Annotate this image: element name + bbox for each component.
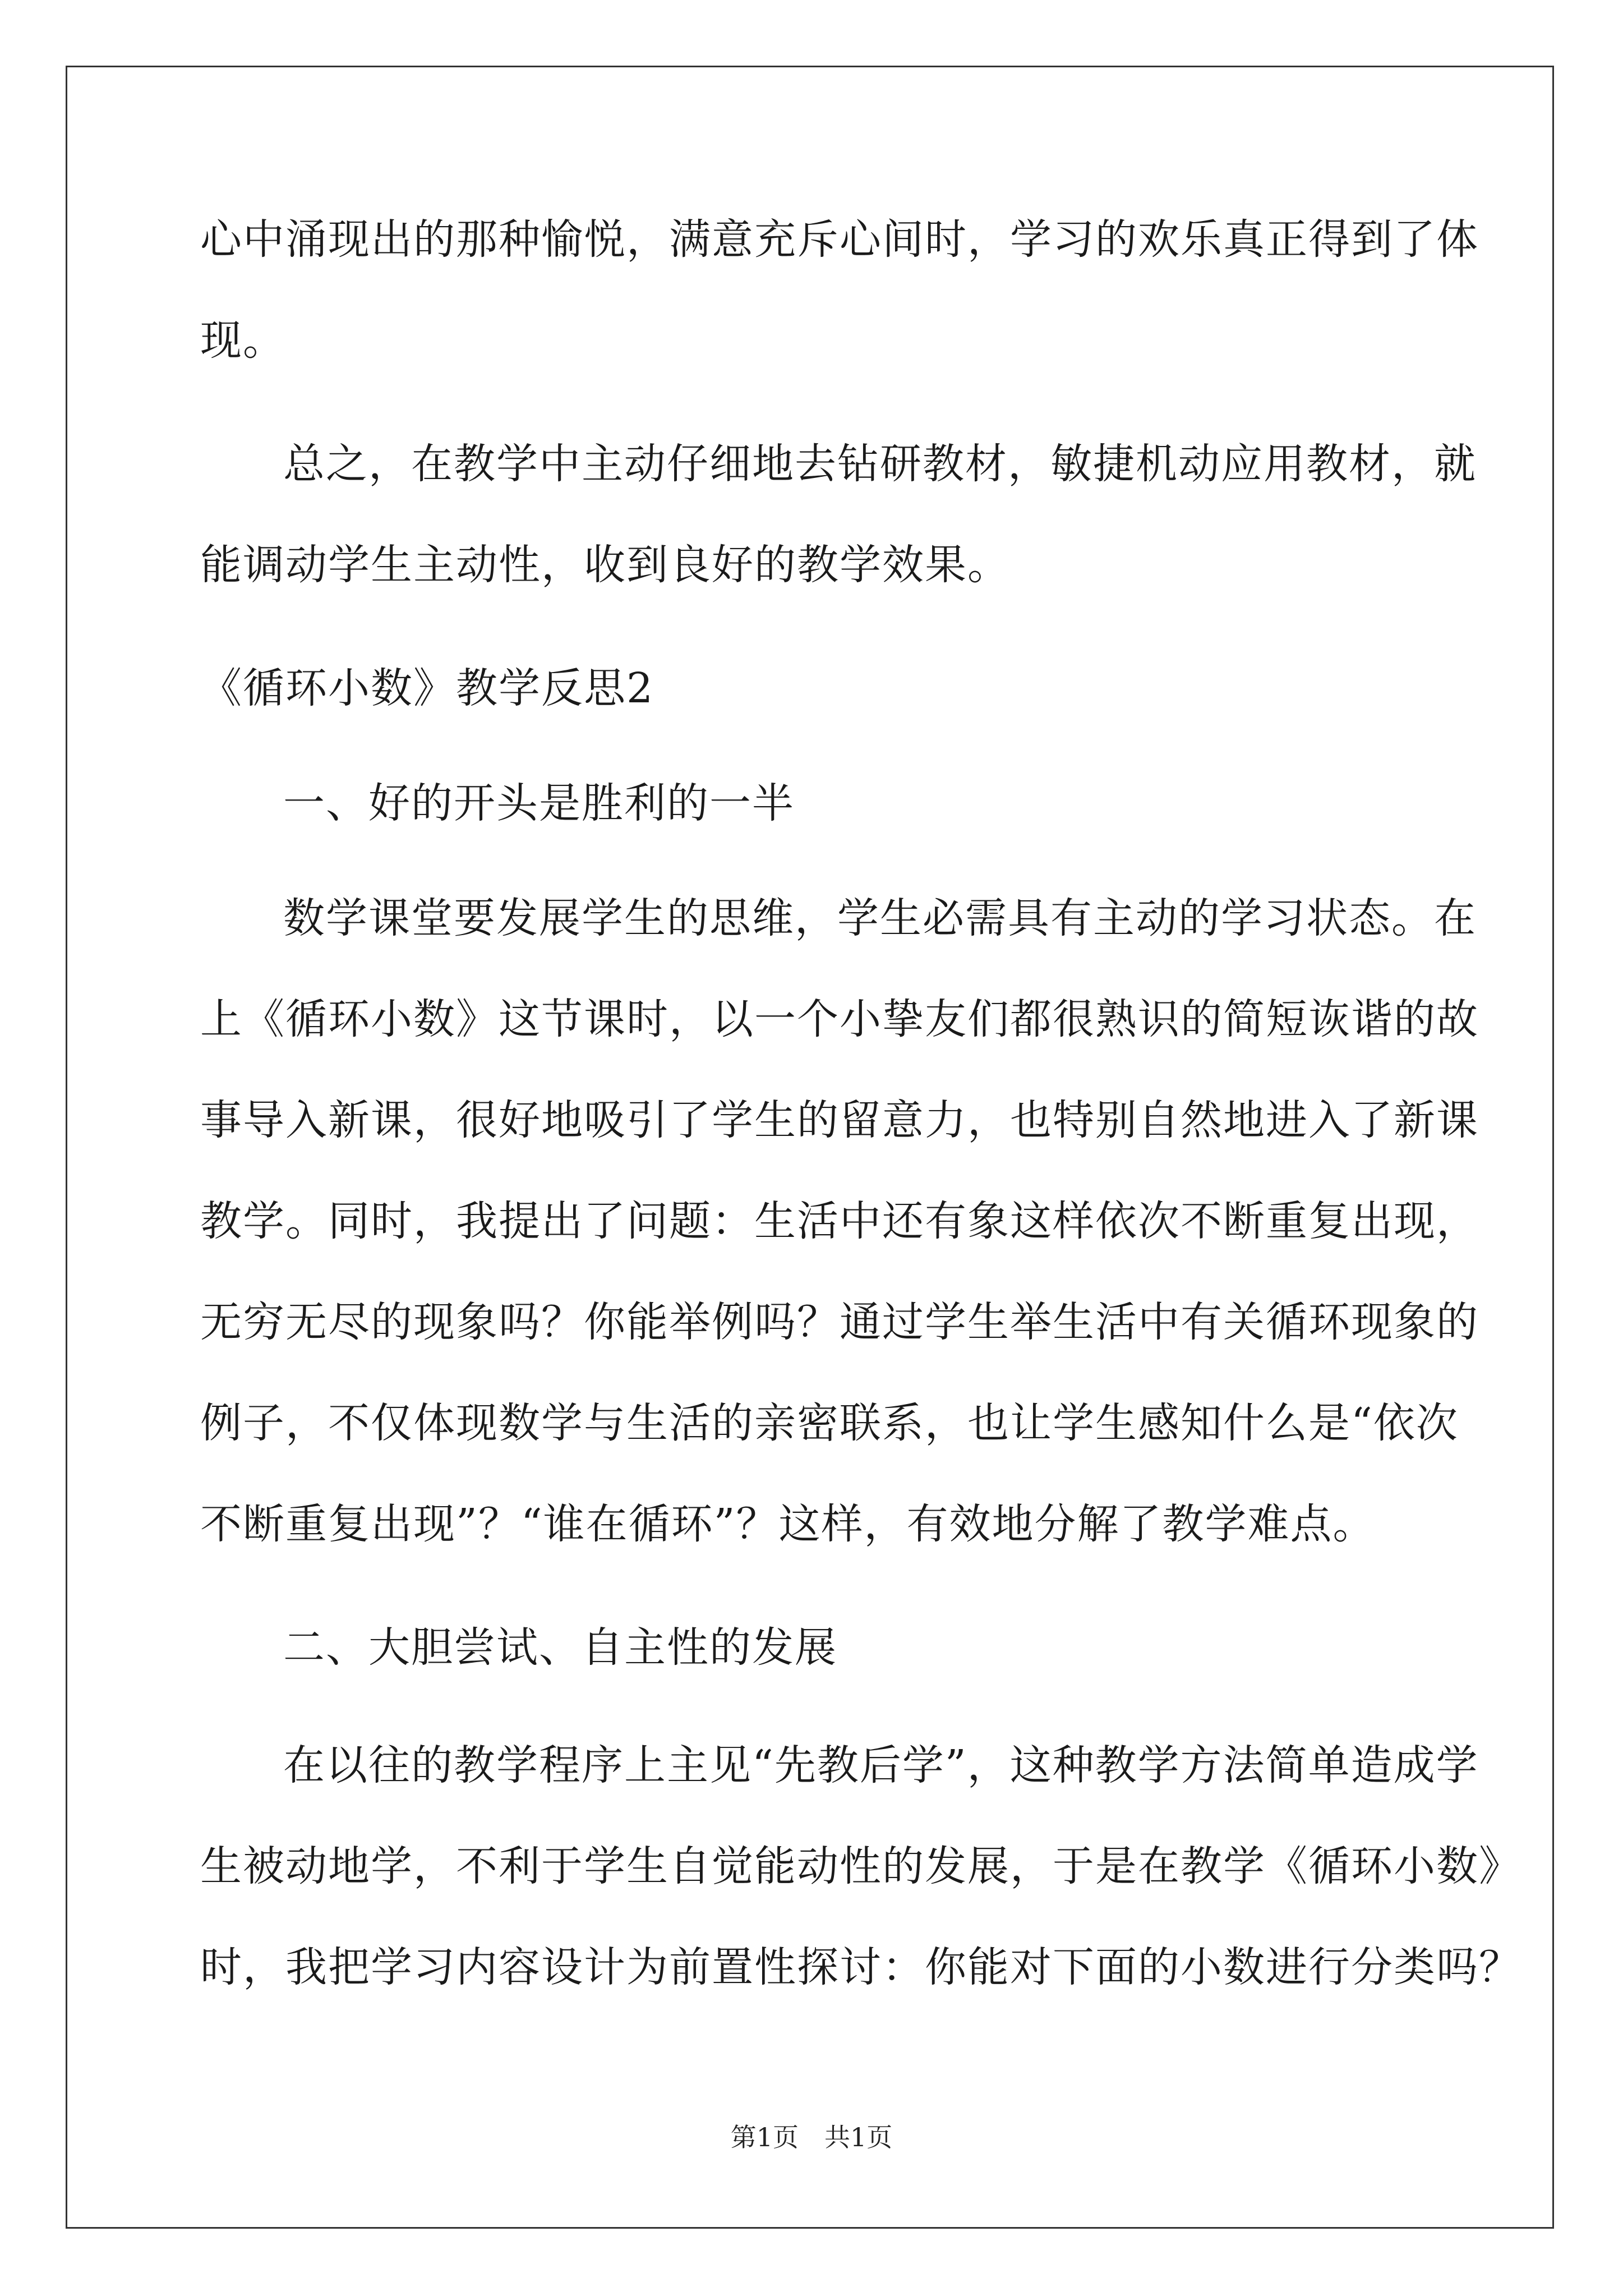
text-line: 例子，不仅体现数学与生活的亲密联系，也让学生感知什么是“依次 <box>200 1399 1459 1447</box>
subheading: 一、好的开头是胜利的一半 <box>283 779 795 827</box>
section-heading: 《循环小数》教学反思2 <box>200 664 654 712</box>
subheading: 二、大胆尝试、自主性的发展 <box>283 1623 837 1672</box>
paragraph-start: 在以往的教学程序上主见“先教后学”，这种教学方法简单造成学 <box>283 1741 1479 1789</box>
paragraph-start: 数学课堂要发展学生的思维，学生必需具有主动的学习状态。在 <box>283 894 1477 942</box>
text-line: 不断重复出现”？“谁在循环”？这样，有效地分解了教学难点。 <box>200 1500 1376 1548</box>
paragraph-start: 总之，在教学中主动仔细地去钻研教材，敏捷机动应用教材，就 <box>283 440 1477 488</box>
text-line: 无穷无尽的现象吗？你能举例吗？通过学生举生活中有关循环现象的 <box>200 1298 1479 1346</box>
text-line: 上《循环小数》这节课时，以一个小挚友们都很熟识的简短诙谐的故 <box>200 995 1479 1043</box>
text-line: 时，我把学习内容设计为前置性探讨：你能对下面的小数进行分类吗？ <box>200 1943 1521 1991</box>
text-line: 能调动学生主动性，收到良好的教学效果。 <box>200 541 1010 589</box>
text-line: 生被动地学，不利于学生自觉能动性的发展，于是在教学《循环小数》 <box>200 1842 1521 1890</box>
text-line: 事导入新课，很好地吸引了学生的留意力，也特别自然地进入了新课 <box>200 1096 1479 1144</box>
text-line: 现。 <box>200 316 285 365</box>
text-line: 教学。同时，我提出了问题：生活中还有象这样依次不断重复出现， <box>200 1197 1479 1245</box>
page-footer: 第1页 共1页 <box>730 2122 893 2152</box>
text-line: 心中涌现出的那种愉悦，满意充斥心间时，学习的欢乐真正得到了体 <box>200 215 1479 264</box>
